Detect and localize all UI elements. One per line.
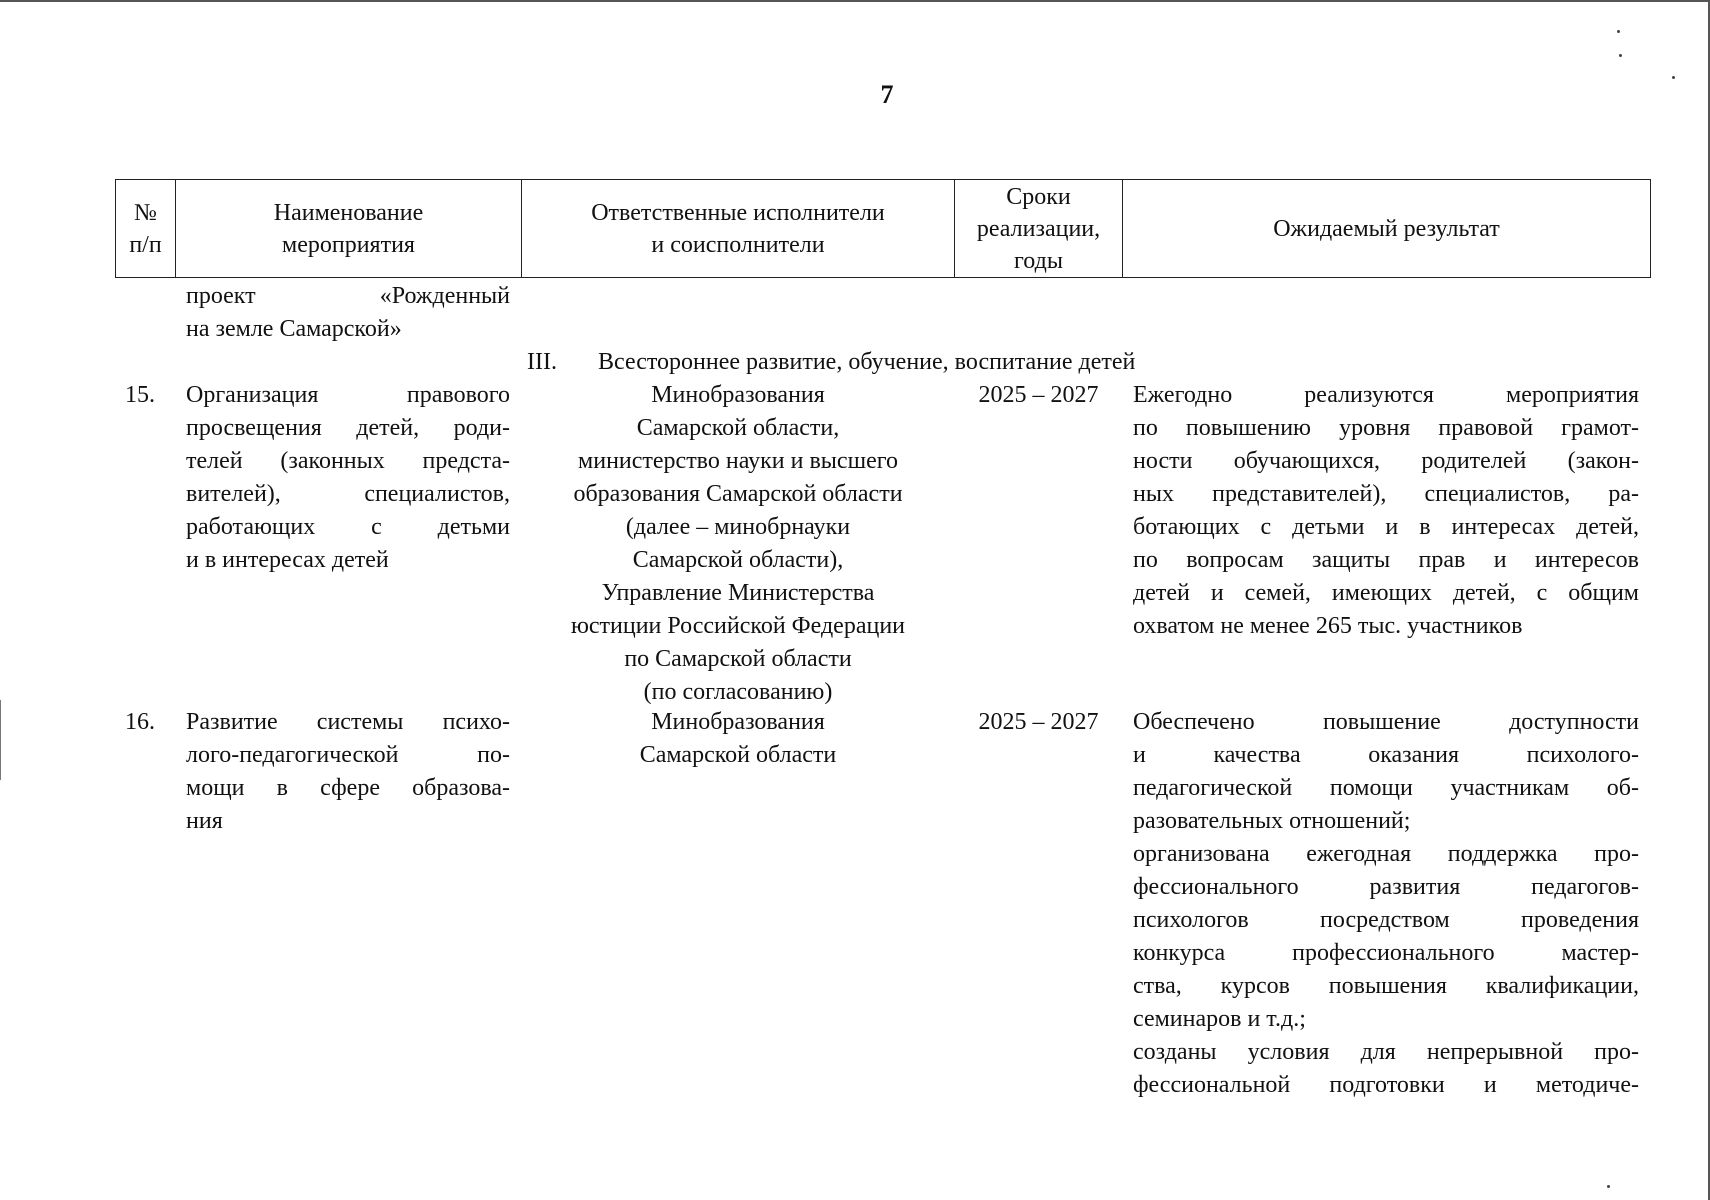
text-line: детей и семей, имеющих детей, с общим <box>1133 580 1639 606</box>
text-line: ботающих с детьми и в интересах детей, <box>1133 514 1639 540</box>
text-line: ния <box>186 808 223 834</box>
header-terms-line: годы <box>1014 247 1063 274</box>
row-executors <box>521 706 955 772</box>
text-line: вителей), специалистов, <box>186 481 510 507</box>
header-num-line: п/п <box>129 231 162 258</box>
text-line: лого-педагогической по- <box>186 742 510 768</box>
row-number: 16. <box>125 709 155 735</box>
text-line: психологов посредством проведения <box>1133 907 1639 933</box>
text-line: на земле Самарской» <box>186 316 402 342</box>
text-line: образования Самарской области <box>573 481 903 507</box>
text-line: фессиональной подготовки и методиче- <box>1133 1072 1639 1098</box>
text-line: Ежегодно реализуются мероприятия <box>1133 382 1639 408</box>
text-line: ности обучающихся, родителей (закон- <box>1133 448 1639 474</box>
section-title: Всестороннее развитие, обучение, воспитание детей <box>598 349 1136 375</box>
text-line: по вопросам защиты прав и интересов <box>1133 547 1639 573</box>
scan-speck <box>1619 54 1622 57</box>
header-name <box>175 179 522 278</box>
scan-speck <box>1607 1185 1610 1188</box>
text-line: фессионального развития педагогов- <box>1133 874 1639 900</box>
text-line: ных представителей), специалистов, ра- <box>1133 481 1639 507</box>
text-line: Минобразования <box>651 382 825 408</box>
text-line: юстиции Российской Федерации <box>570 613 906 639</box>
text-line: просвещения детей, роди- <box>186 415 510 441</box>
row-executors <box>521 379 955 709</box>
text-line: телей (законных предста- <box>186 448 510 474</box>
row-result <box>1133 706 1639 1102</box>
text-line: ства, курсов повышения квалификации, <box>1133 973 1639 999</box>
text-line: Организация правового <box>186 382 510 408</box>
header-executors-line: и соисполнители <box>651 231 825 258</box>
header-executors-line: Ответственные исполнители <box>591 199 885 226</box>
header-num-line: № <box>134 199 157 226</box>
scan-frame-top <box>0 0 1710 2</box>
header-num <box>115 179 176 278</box>
row-name <box>186 706 510 838</box>
header-terms-line: Сроки <box>1006 183 1071 210</box>
section-numeral: III. <box>527 349 557 375</box>
scan-frame-left <box>0 700 1 780</box>
text-line: конкурса профессионального мастер- <box>1133 940 1639 966</box>
text-line: созданы условия для непрерывной про- <box>1133 1039 1639 1065</box>
page-number: 7 <box>880 80 894 109</box>
text-line: разовательных отношений; <box>1133 808 1411 834</box>
row-terms: 2025 – 2027 <box>978 382 1099 408</box>
header-terms <box>954 179 1123 278</box>
text-line: педагогической помощи участникам об- <box>1133 775 1639 801</box>
row-name <box>186 379 510 577</box>
text-line: (по согласованию) <box>643 679 833 705</box>
text-line: Обеспечено повышение доступности <box>1133 709 1639 735</box>
header-name-line: Наименование <box>273 199 424 226</box>
text-line: и качества оказания психолого- <box>1133 742 1639 768</box>
text-line: организована ежегодная поддержка про- <box>1133 841 1639 867</box>
text-line: Самарской области), <box>632 547 844 573</box>
text-line: семинаров и т.д.; <box>1133 1006 1306 1032</box>
header-result-label: Ожидаемый результат <box>1273 215 1500 242</box>
header-result <box>1122 179 1651 278</box>
text-line: мощи в сфере образова- <box>186 775 510 801</box>
scan-speck <box>1672 76 1675 79</box>
header-terms-line: реализации, <box>976 215 1101 242</box>
text-line: проект «Рожденный <box>186 283 510 309</box>
text-line: Управление Министерства <box>601 580 875 606</box>
text-line: Самарской области, <box>636 415 840 441</box>
row-number: 15. <box>125 382 155 408</box>
scan-speck <box>1617 30 1620 33</box>
text-line: по Самарской области <box>624 646 852 672</box>
continuation-name <box>186 280 510 346</box>
text-line: охватом не менее 265 тыс. участников <box>1133 613 1523 639</box>
text-line: министерство науки и высшего <box>578 448 898 474</box>
row-terms: 2025 – 2027 <box>978 709 1099 735</box>
text-line: и в интересах детей <box>186 547 389 573</box>
text-line: (далее – минобрнауки <box>625 514 851 540</box>
text-line: по повышению уровня правовой грамот- <box>1133 415 1639 441</box>
header-executors <box>521 179 955 278</box>
text-line: Минобразования <box>651 709 825 735</box>
text-line: работающих с детьми <box>186 514 510 540</box>
row-result <box>1133 379 1639 643</box>
text-line: Развитие системы психо- <box>186 709 510 735</box>
header-name-line: мероприятия <box>282 231 415 258</box>
text-line: Самарской области <box>639 742 837 768</box>
